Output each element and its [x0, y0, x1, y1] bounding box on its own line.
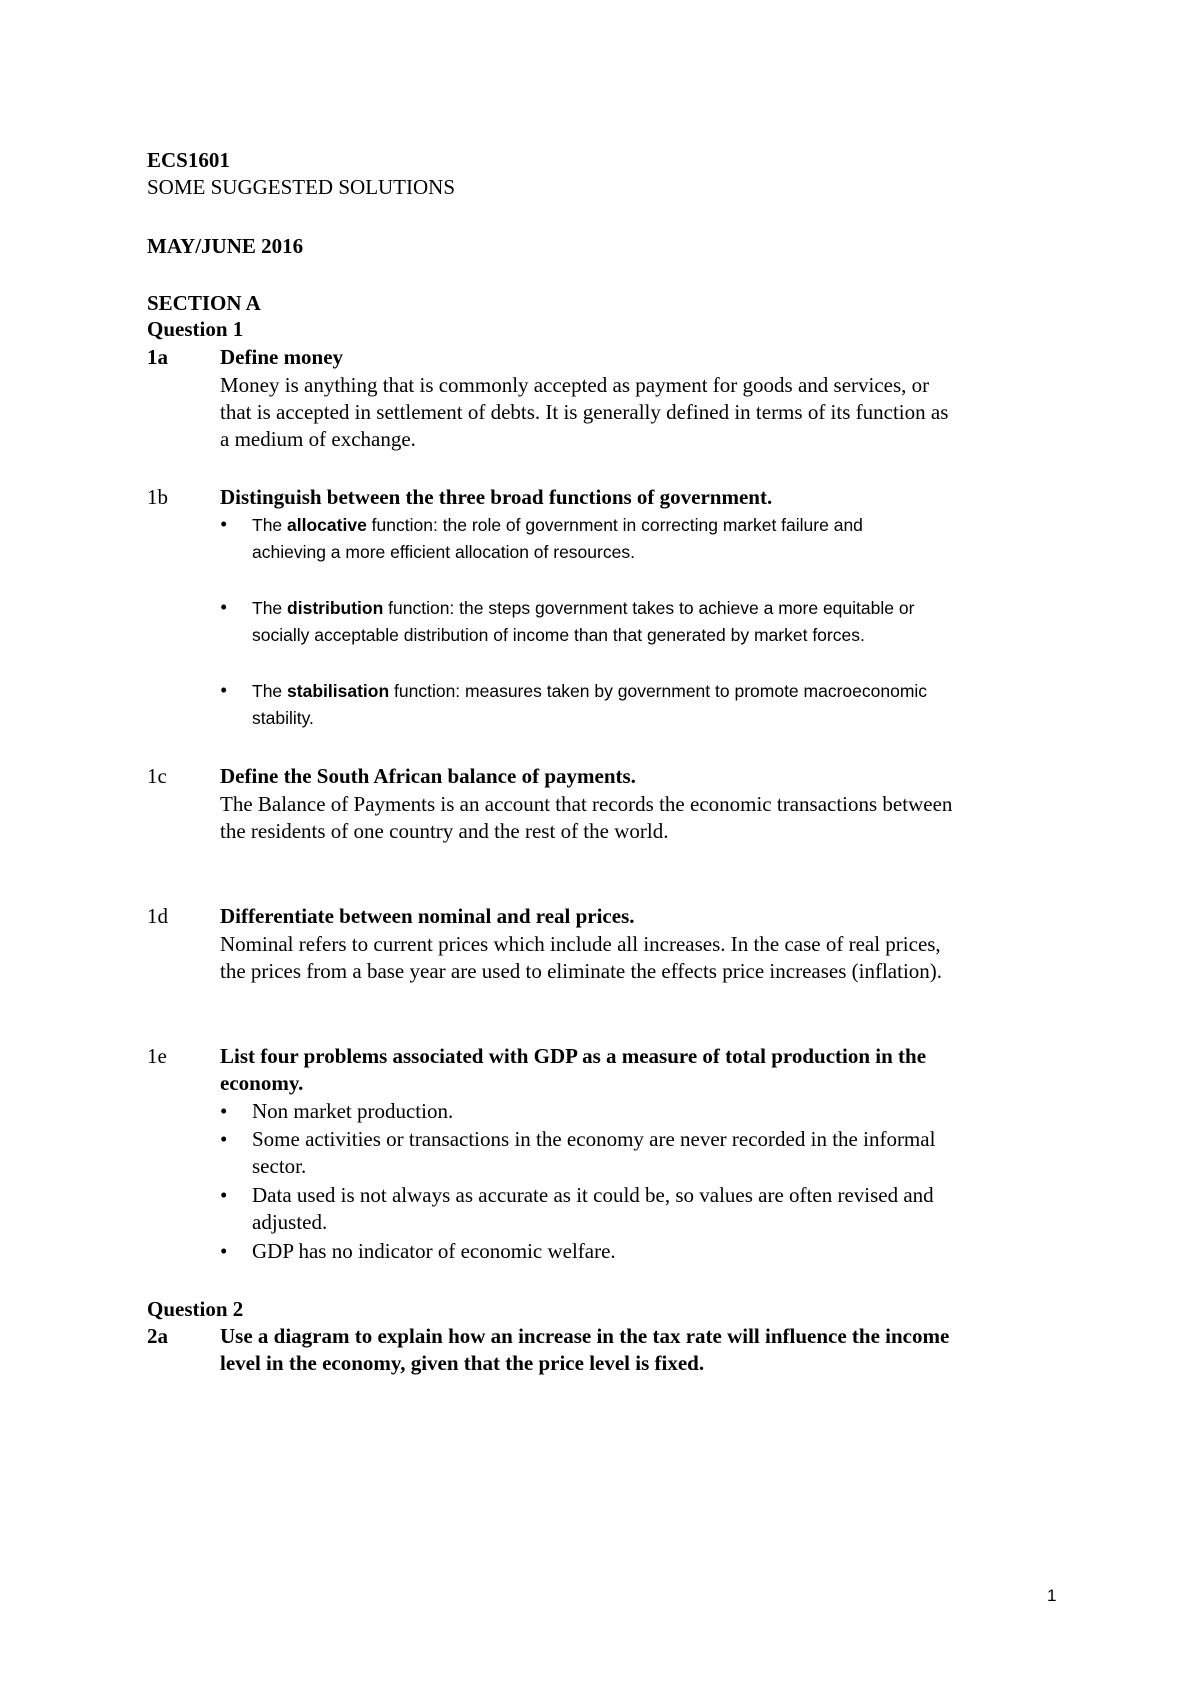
- q1e-bullet: Non market production.: [252, 1099, 454, 1123]
- bullet-icon: •: [220, 678, 228, 702]
- page-number: 1: [1047, 1586, 1057, 1605]
- q1b-bullet-stabilisation: The stabilisation function: measures taken by government to promote macroeconomic stability.: [252, 681, 928, 728]
- q1c-number: 1c: [147, 764, 167, 788]
- q1c-heading: Define the South African balance of payments.: [220, 764, 636, 788]
- term-distribution: distribution: [287, 598, 384, 618]
- q1c-answer-line: The Balance of Payments is an account that records the economic transactions between: [220, 792, 953, 816]
- bullet-icon: •: [220, 1099, 228, 1123]
- bullet-icon: •: [220, 1183, 228, 1207]
- bullet-icon: •: [220, 512, 228, 536]
- q2a-heading-line: level in the economy, given that the price level is fixed.: [220, 1351, 705, 1375]
- q1b-bullet-distribution: The distribution function: the steps government takes to achieve a more equitable or socially acceptable distribution of income than that generated by market forces.: [252, 598, 915, 645]
- q1e-bullet: Some activities or transactions in the economy are never recorded in the informal sector.: [252, 1127, 936, 1178]
- document-subtitle: SOME SUGGESTED SOLUTIONS: [147, 175, 456, 199]
- q1a-answer-line: Money is anything that is commonly accepted as payment for goods and services, or: [220, 373, 930, 397]
- q1e-heading-line: List four problems associated with GDP as a measure of total production in the: [220, 1044, 927, 1068]
- section-heading: SECTION A: [147, 291, 261, 315]
- bullet-icon: •: [220, 1239, 228, 1263]
- q1c-answer-line: the residents of one country and the rest of the world.: [220, 819, 669, 843]
- q1a-heading: Define money: [220, 345, 344, 369]
- term-allocative: allocative: [287, 515, 367, 535]
- bullet-icon: •: [220, 1127, 228, 1151]
- q1d-number: 1d: [147, 904, 168, 928]
- q1b-number: 1b: [147, 485, 168, 509]
- q2a-number: 2a: [147, 1324, 168, 1348]
- q1e-heading-line: economy.: [220, 1071, 304, 1095]
- q1e-number: 1e: [147, 1044, 167, 1068]
- q1e-bullet: GDP has no indicator of economic welfare.: [252, 1239, 616, 1263]
- q1a-answer-line: a medium of exchange.: [220, 427, 416, 451]
- term-stabilisation: stabilisation: [287, 681, 390, 701]
- q1d-answer-line: Nominal refers to current prices which include all increases. In the case of real prices,: [220, 932, 941, 956]
- question-2-title: Question 2: [147, 1297, 244, 1321]
- q1b-bullet-allocative: The allocative function: the role of government in correcting market failure and achieving a more efficient allocation of resources.: [252, 515, 863, 562]
- q1e-bullet: Data used is not always as accurate as it could be, so values are often revised and adjusted.: [252, 1183, 934, 1234]
- q2a-heading-line: Use a diagram to explain how an increase in the tax rate will influence the income: [220, 1324, 950, 1348]
- q1d-heading: Differentiate between nominal and real prices.: [220, 904, 635, 928]
- question-1-title: Question 1: [147, 317, 244, 341]
- q1a-answer-line: that is accepted in settlement of debts. It is generally defined in terms of its function as: [220, 400, 949, 424]
- exam-session: MAY/JUNE 2016: [147, 234, 304, 258]
- q1d-answer-line: the prices from a base year are used to eliminate the effects price increases (inflation).: [220, 959, 943, 983]
- q1a-number: 1a: [147, 345, 168, 369]
- bullet-icon: •: [220, 595, 228, 619]
- q1b-heading: Distinguish between the three broad functions of government.: [220, 485, 773, 509]
- course-code: ECS1601: [147, 148, 230, 172]
